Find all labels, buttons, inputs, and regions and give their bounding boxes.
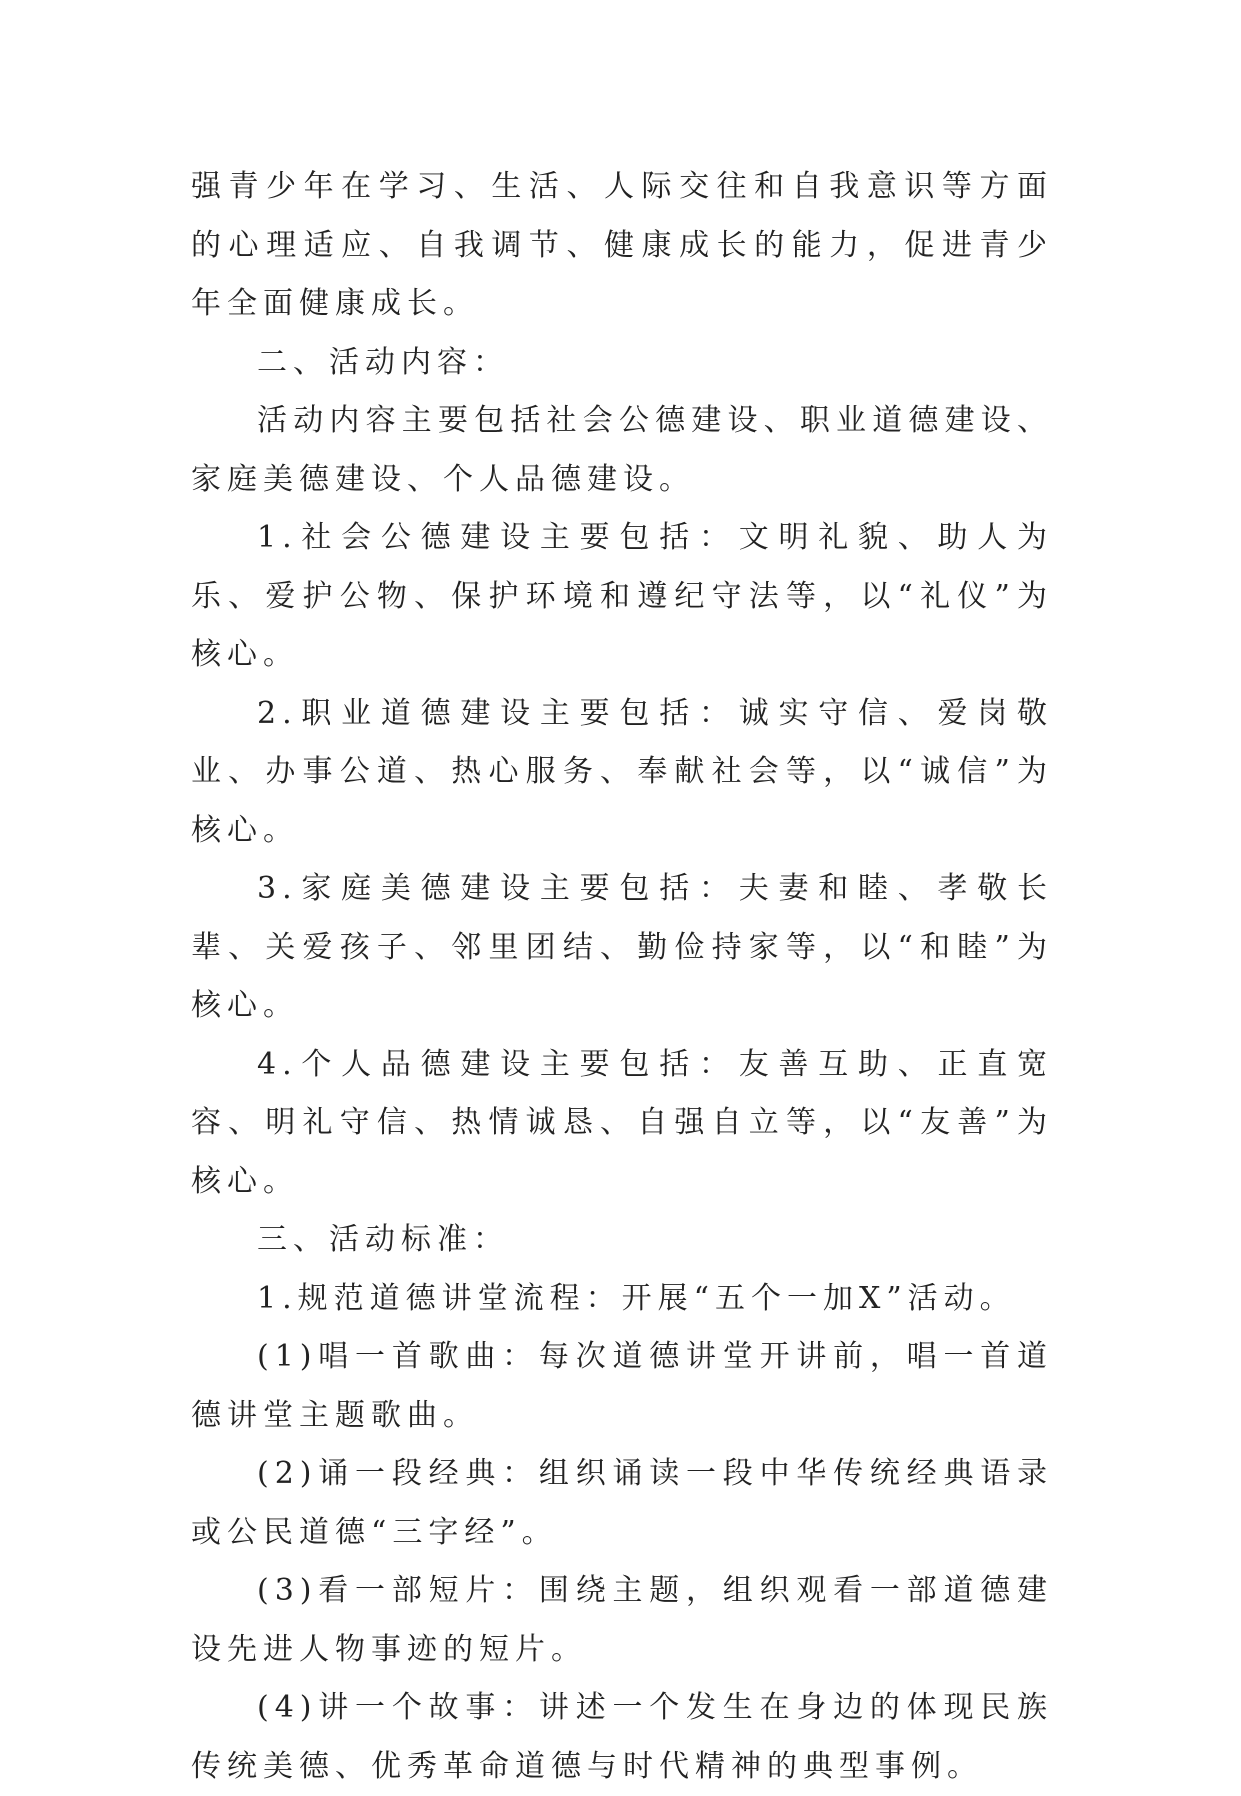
paragraph-activity-content-summary: 活动内容主要包括社会公德建设、职业道德建设、家庭美德建设、个人品德建设。: [191, 403, 1053, 497]
list-item-social-morality: 1.社会公德建设主要包括：文明礼貌、助人为乐、爱护公物、保护环境和遵纪守法等，以“礼仪”为核心。: [191, 520, 1053, 672]
sub-item-watch-film: (3)看一部短片：围绕主题，组织观看一部道德建设先进人物事迹的短片。: [191, 1573, 1053, 1667]
list-item-professional-ethics: 2.职业道德建设主要包括：诚实守信、爱岗敬业、办事公道、热心服务、奉献社会等，以“诚信”为核心。: [191, 695, 1053, 848]
paragraph-intro-continuation: 强青少年在学习、生活、人际交往和自我意识等方面的心理适应、自我调节、健康成长的能力，促进青少年全面健康成长。: [191, 169, 1053, 321]
list-item-standard-process: 1.规范道德讲堂流程：开展“五个一加X”活动。: [257, 1280, 1016, 1316]
section-heading-activity-standards: 三、活动标准：: [257, 1222, 509, 1257]
list-item-personal-character: 4.个人品德建设主要包括：友善互助、正直宽容、明礼守信、热情诚恳、自强自立等，以“友善”为核心。: [191, 1046, 1053, 1199]
sub-item-recite-classics: (2)诵一段经典：组织诵读一段中华传统经典语录或公民道德“三字经”。: [191, 1456, 1053, 1550]
sub-item-sing-song: (1)唱一首歌曲：每次道德讲堂开讲前，唱一首道德讲堂主题歌曲。: [191, 1339, 1053, 1433]
section-heading-activity-content: 二、活动内容：: [257, 344, 509, 380]
document-body: [191, 158, 1053, 1796]
sub-item-tell-story: (4)讲一个故事：讲述一个发生在身边的体现民族传统美德、优秀革命道德与时代精神的典型事例。: [191, 1690, 1053, 1784]
list-item-family-virtues: 3.家庭美德建设主要包括：夫妻和睦、孝敬长辈、关爱孩子、邻里团结、勤俭持家等，以“和睦”为核心。: [191, 871, 1053, 1023]
